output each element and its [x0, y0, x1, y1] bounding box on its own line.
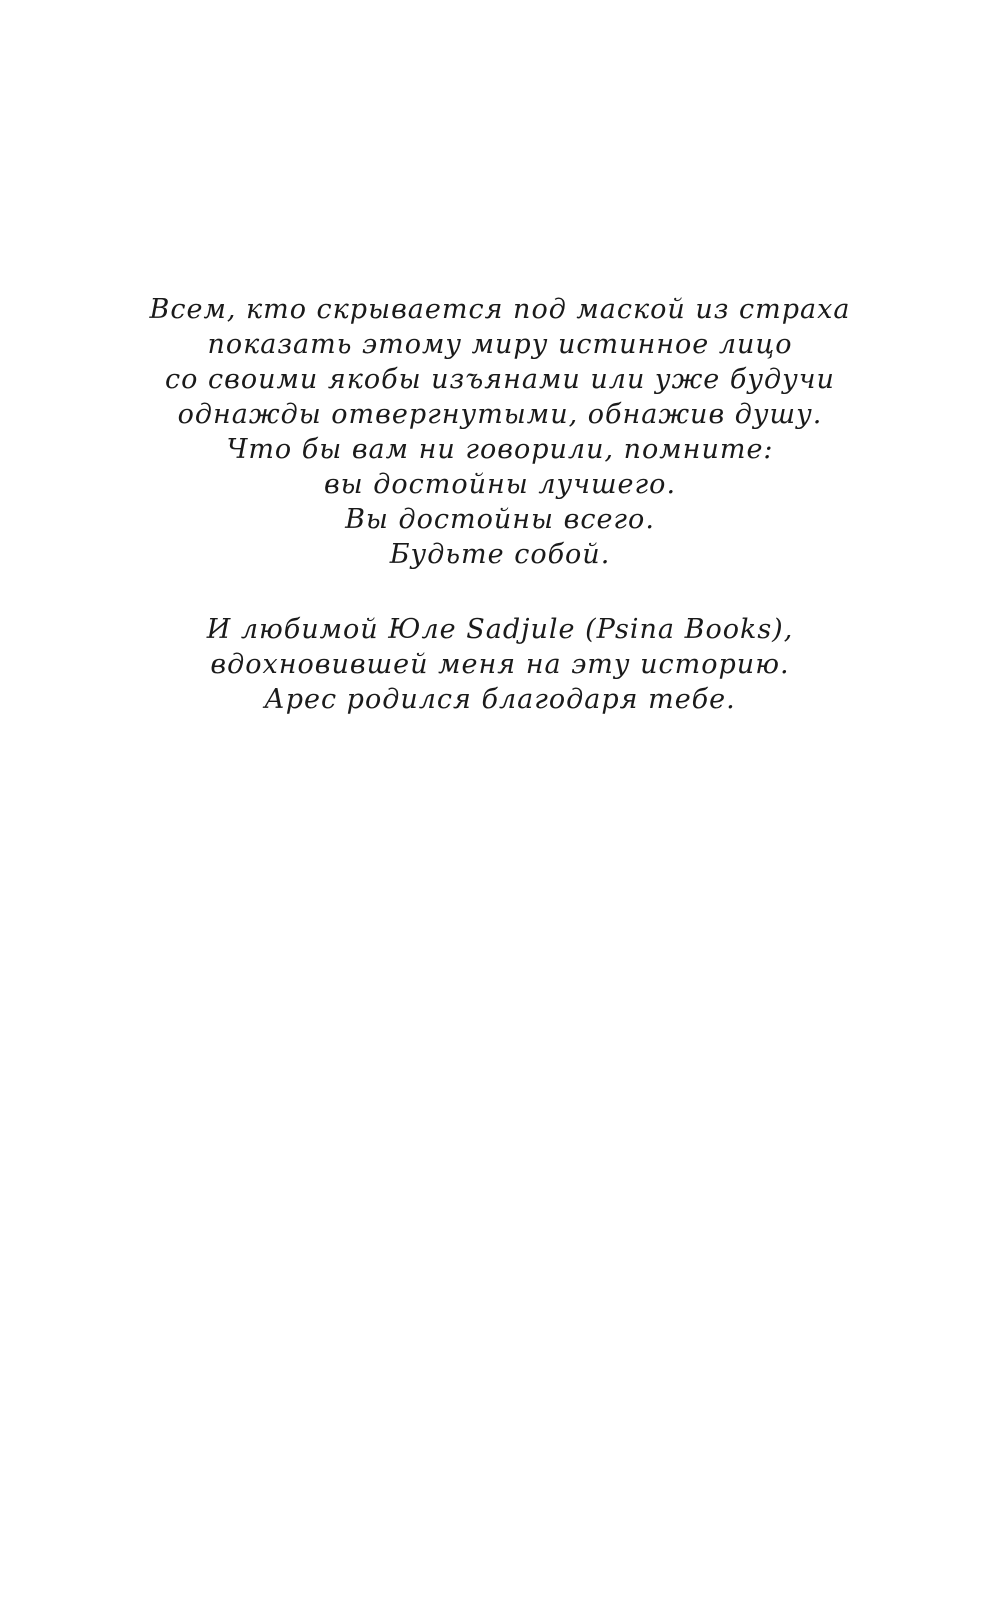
dedication-line: со своими якобы изъянами или уже будучи [165, 364, 835, 395]
thanks-line: вдохновившей меня на эту историю. [210, 649, 790, 680]
thanks-line: И любимой Юле Sadjule (Psina Books), [206, 614, 794, 645]
thanks-line: Арес родился благодаря тебе. [264, 684, 736, 715]
dedication-thanks [0, 612, 1000, 717]
dedication-line: Всем, кто скрывается под маской из страха [149, 294, 851, 325]
dedication-line: Будьте собой. [389, 539, 611, 570]
dedication-line: показать этому миру истинное лицо [207, 329, 793, 360]
dedication-main [0, 292, 1000, 572]
dedication-line: Вы достойны всего. [345, 504, 655, 535]
dedication-line: Что бы вам ни говорили, помните: [226, 434, 774, 465]
dedication-line: однажды отвергнутыми, обнажив душу. [177, 399, 823, 430]
dedication-line: вы достойны лучшего. [323, 469, 677, 500]
